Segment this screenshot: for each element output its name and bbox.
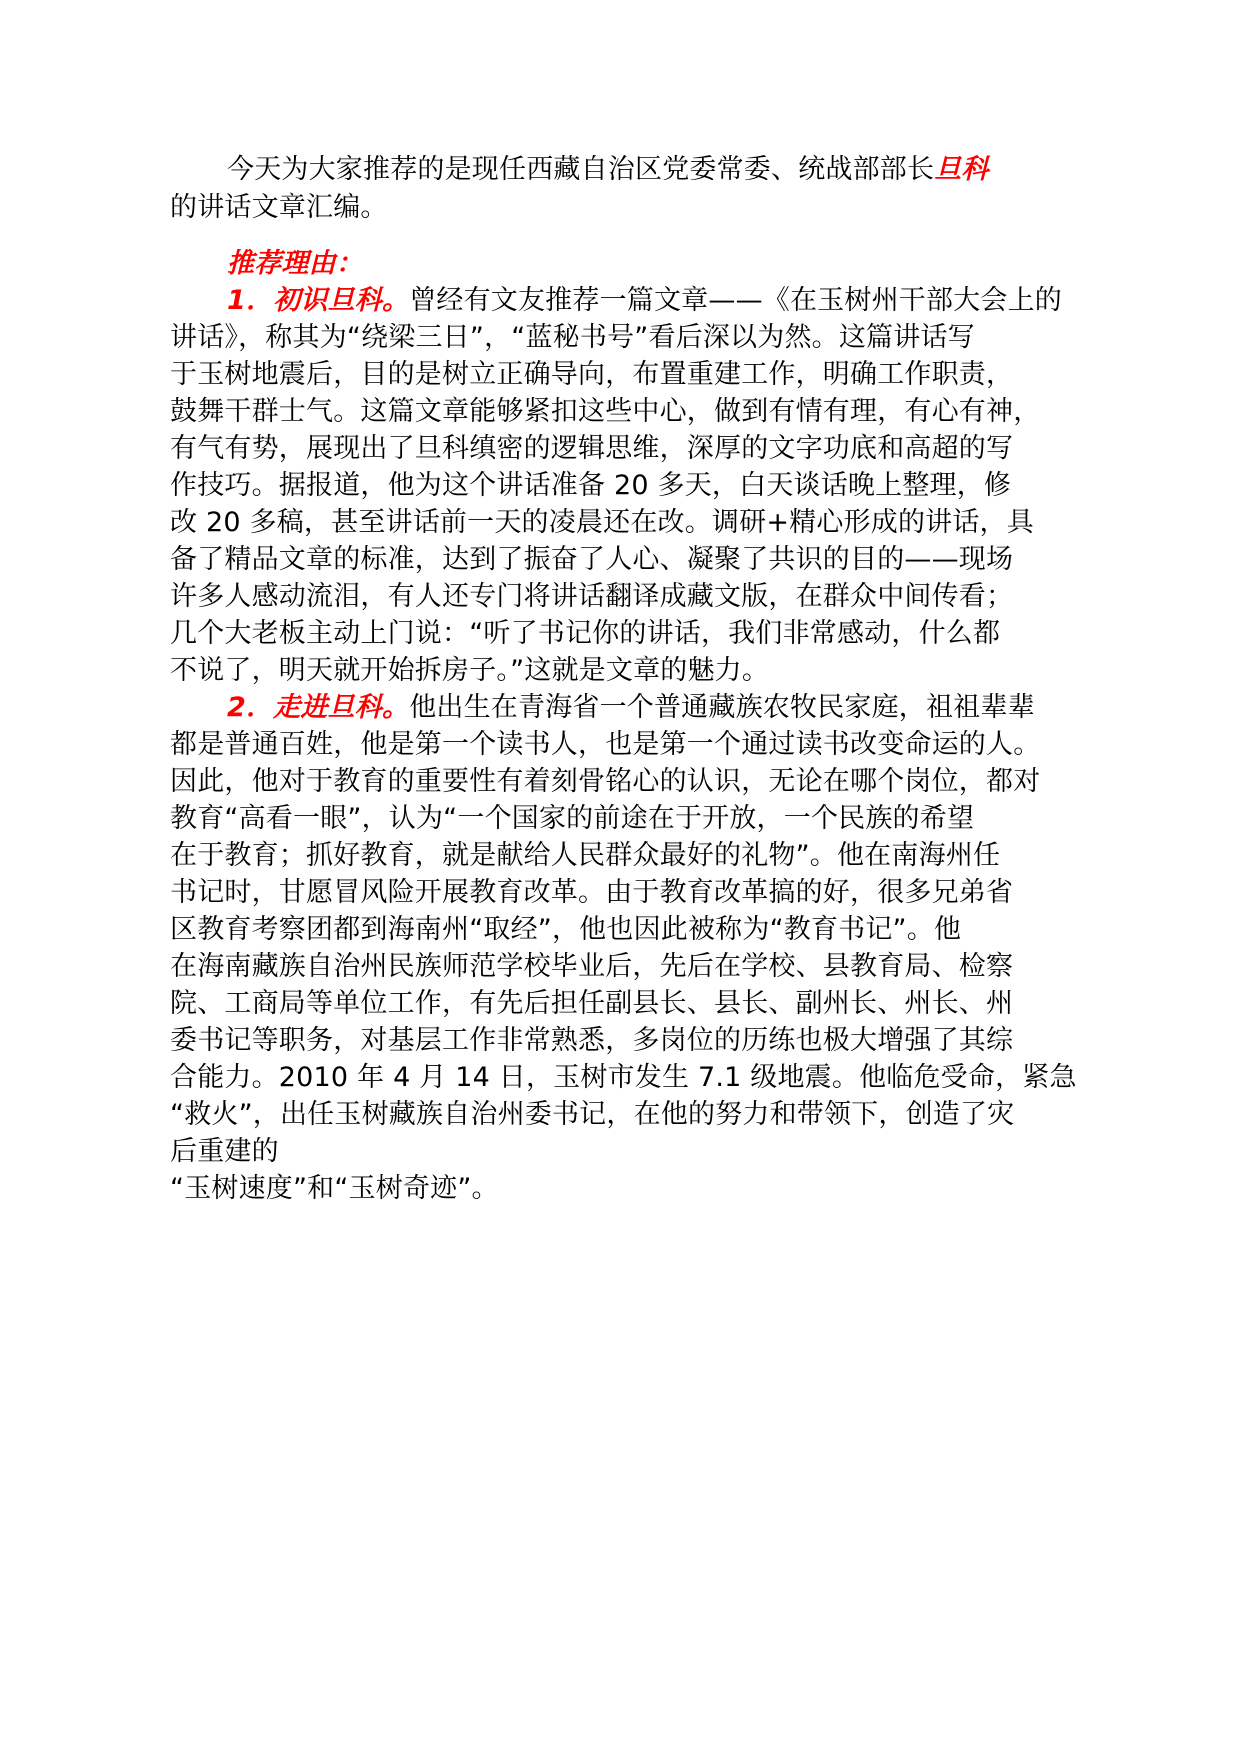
section2-line: “救火”，出任玉树藏族自治州委书记，在他的努力和带领下，创造了灾 bbox=[170, 1099, 1015, 1130]
section2-line: 因此，他对于教育的重要性有着刻骨铭心的认识，无论在哪个岗位，都对 bbox=[170, 766, 1041, 797]
intro-line-1 bbox=[227, 152, 989, 188]
section1-line: 不说了，明天就开始拆房子。”这就是文章的魅力。 bbox=[170, 655, 770, 686]
section2-line: 书记时，甘愿冒风险开展教育改革。由于教育改革搞的好，很多兄弟省 bbox=[170, 877, 1014, 908]
section2-line: 后重建的 bbox=[170, 1136, 279, 1167]
section2-line: “玉树速度”和“玉树奇迹”。 bbox=[170, 1173, 499, 1204]
section2-line: 在于教育；抓好教育，就是献给人民群众最好的礼物”。他在南海州任 bbox=[170, 840, 1001, 871]
section2-line: 合能力。2010 年 4 月 14 日，玉树市发生 7.1 级地震。他临危受命，紧急 bbox=[170, 1062, 1077, 1093]
reason-heading: 推荐理由： bbox=[227, 248, 363, 279]
section1-line: 讲话》，称其为“绕梁三日”，“蓝秘书号”看后深以为然。这篇讲话写 bbox=[170, 322, 975, 353]
section1-line: 曾经有文友推荐一篇文章——《在玉树州干部大会上的 bbox=[409, 285, 1062, 316]
section2-first-line bbox=[227, 690, 1035, 726]
section1-line: 有气有势，展现出了旦科缜密的逻辑思维，深厚的文字功底和高超的写 bbox=[170, 433, 1014, 464]
section2-line: 教育“高看一眼”，认为“一个国家的前途在于开放，一个民族的希望 bbox=[170, 803, 975, 834]
section1-line: 作技巧。据报道，他为这个讲话准备 20 多天，白天谈话晚上整理，修 bbox=[170, 470, 1012, 501]
section2-line: 都是普通百姓，他是第一个读书人，也是第一个通过读书改变命运的人。 bbox=[170, 729, 1041, 760]
section2-line: 在海南藏族自治州民族师范学校毕业后，先后在学校、县教育局、检察 bbox=[170, 951, 1014, 982]
section1-line: 几个大老板主动上门说：“听了书记你的讲话，我们非常感动，什么都 bbox=[170, 618, 1001, 649]
section2-line: 他出生在青海省一个普通藏族农牧民家庭，祖祖辈辈 bbox=[409, 692, 1035, 723]
intro-text: 今天为大家推荐的是现任西藏自治区党委常委、统战部部长 bbox=[227, 154, 935, 185]
section1-line: 备了精品文章的标准，达到了振奋了人心、凝聚了共识的目的——现场 bbox=[170, 544, 1014, 575]
intro-line-2: 的讲话文章汇编。 bbox=[170, 192, 388, 223]
section2-line: 委书记等职务，对基层工作非常熟悉，多岗位的历练也极大增强了其综 bbox=[170, 1025, 1014, 1056]
section1-heading: 1．初识旦科。 bbox=[227, 285, 410, 316]
section1-first-line bbox=[227, 283, 1062, 319]
highlighted-name: 旦科 bbox=[934, 154, 989, 185]
section2-heading: 2．走进旦科。 bbox=[227, 692, 410, 723]
section1-line: 许多人感动流泪，有人还专门将讲话翻译成藏文版，在群众中间传看； bbox=[170, 581, 1014, 612]
section2-line: 区教育考察团都到海南州“取经”，他也因此被称为“教育书记”。他 bbox=[170, 914, 962, 945]
section1-line: 鼓舞干群士气。这篇文章能够紧扣这些中心，做到有情有理，有心有神， bbox=[170, 396, 1041, 427]
section2-line: 院、工商局等单位工作，有先后担任副县长、县长、副州长、州长、州 bbox=[170, 988, 1014, 1019]
section1-line: 于玉树地震后，目的是树立正确导向，布置重建工作，明确工作职责， bbox=[170, 359, 1014, 390]
section1-line: 改 20 多稿，甚至讲话前一天的凌晨还在改。调研+精心形成的讲话，具 bbox=[170, 507, 1034, 538]
